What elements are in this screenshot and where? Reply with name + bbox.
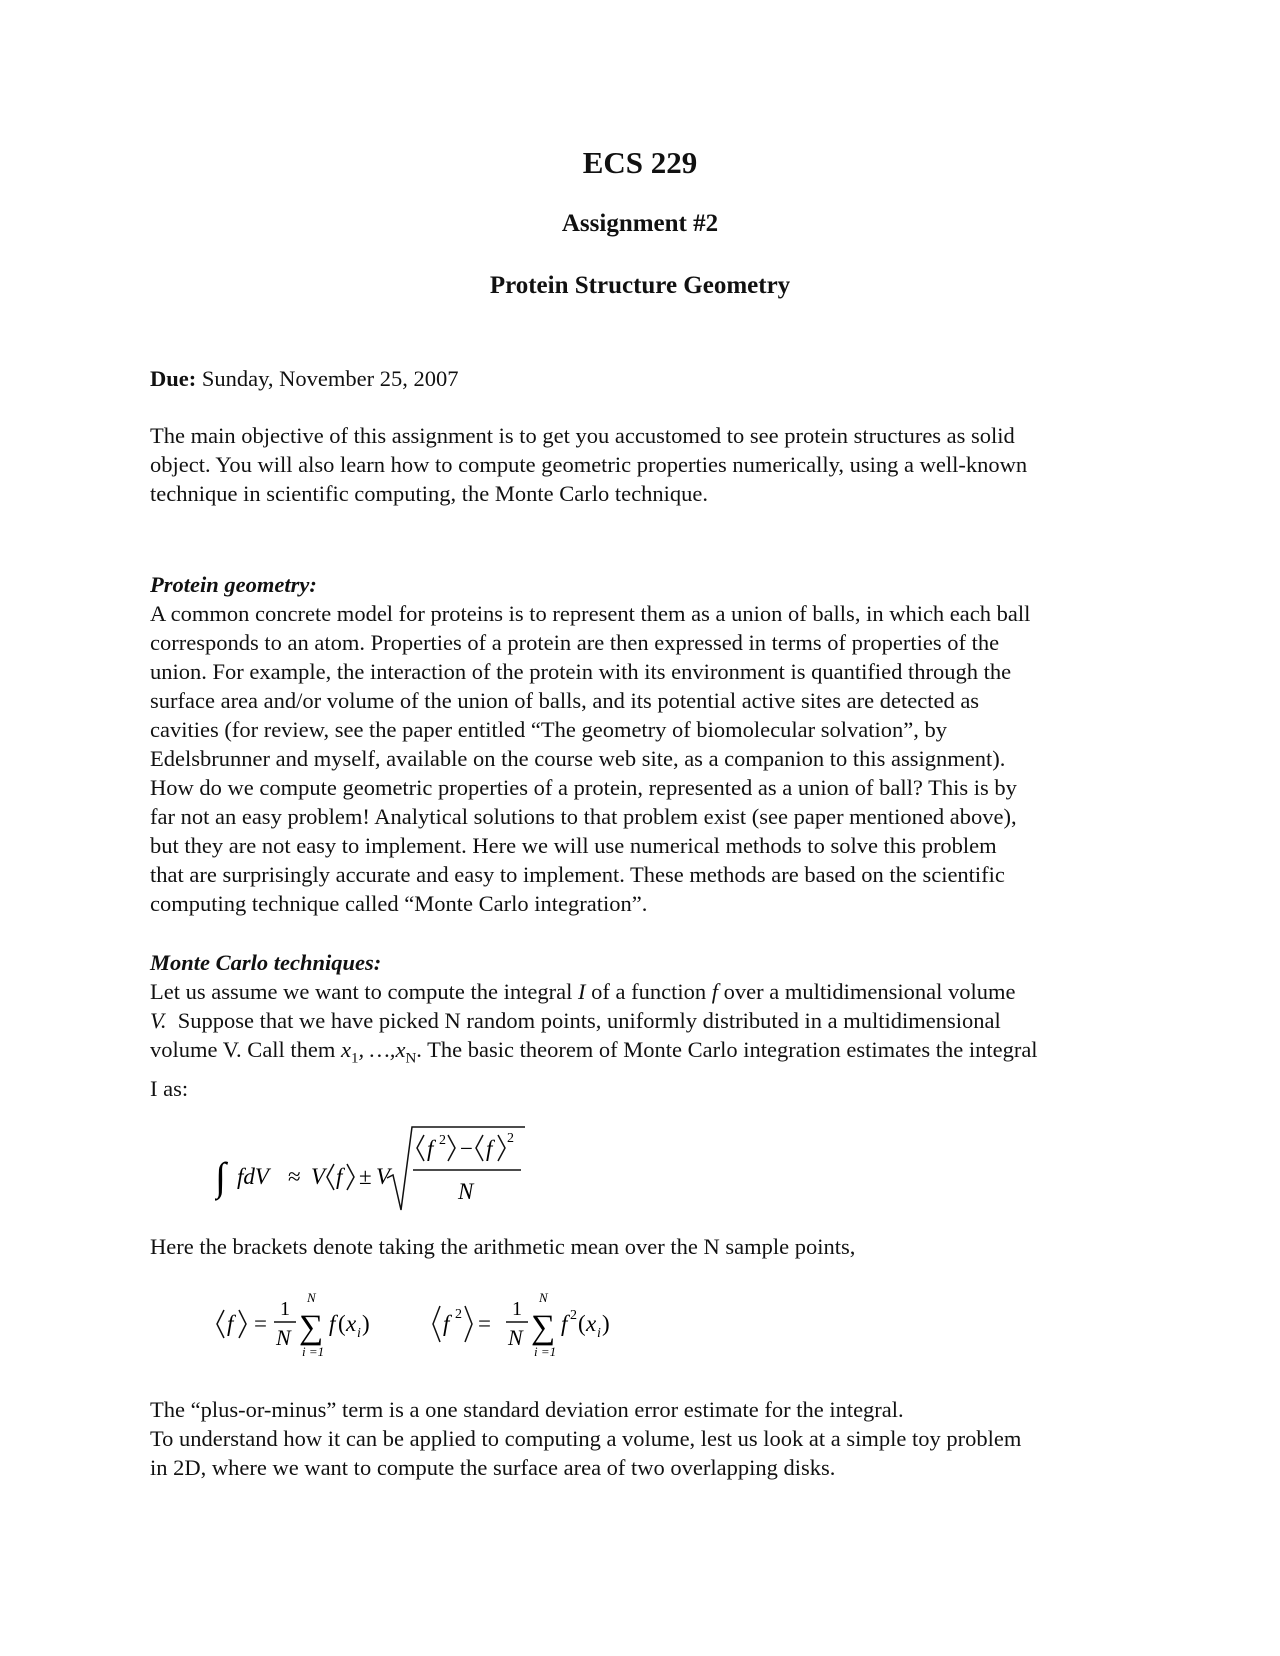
mean-sq: 2 [455, 1307, 462, 1322]
pg-line: but they are not easy to implement. Here we will use numerical methods to solve this problem [150, 833, 997, 858]
num-f: f [486, 1136, 493, 1161]
eq-sign: = [478, 1311, 491, 1336]
paren-open: ( [338, 1311, 346, 1336]
term-sq: 2 [570, 1308, 577, 1323]
protein-geometry-section [150, 570, 1140, 918]
bracket-left [327, 1164, 334, 1190]
mc-text: of a function [585, 979, 712, 1004]
term-f: f [561, 1311, 568, 1336]
intro-line: The main objective of this assignment is to get you accustomed to see protein structures as solid [150, 423, 1015, 448]
sum-upper: N [307, 1290, 316, 1305]
paren-close: ) [602, 1311, 610, 1336]
pg-line: corresponds to an atom. Properties of a protein are then expressed in terms of properties of the [150, 630, 1000, 655]
mc-var-f: f [711, 979, 718, 1004]
frac-one: 1 [512, 1298, 522, 1320]
mc-var-V: V. [150, 1008, 167, 1033]
monte-carlo-equation [215, 1120, 555, 1221]
assignment-title: Assignment #2 [561, 210, 719, 237]
bracket-left [433, 1306, 440, 1342]
mc-sub: 1 [351, 1050, 359, 1067]
mc-text: Let us assume we want to compute the integral [150, 979, 579, 1004]
sum-sign: ∑ [299, 1309, 324, 1346]
mc-var-x: x [341, 1037, 352, 1062]
pg-line: Edelsbrunner and myself, available on the course web site, as a companion to this assignment). [150, 746, 1006, 771]
sum-lower: i =1 [302, 1344, 325, 1359]
pg-line: union. For example, the interaction of the protein with its environment is quantified through the [150, 659, 1012, 684]
pg-line: far not an easy problem! Analytical solutions to that problem exist (see paper mentioned above), [150, 804, 1017, 829]
num-minus: − [460, 1136, 473, 1161]
closing-line: in 2D, where we want to compute the surface area of two overlapping disks. [150, 1455, 836, 1480]
mc-text: . The basic theorem of Monte Carlo integration estimates the integral [416, 1037, 1038, 1062]
mean-f: f [227, 1311, 234, 1336]
pg-line: surface area and/or volume of the union of balls, and its potential active sites are detected as [150, 688, 980, 713]
den-N: N [458, 1179, 474, 1204]
bracket-right [465, 1306, 472, 1342]
mc-line [150, 1006, 1140, 1035]
sum-lower: i =1 [534, 1344, 557, 1359]
mc-line [150, 977, 1140, 1006]
bracket-right [239, 1310, 246, 1338]
term-i: i [357, 1326, 361, 1341]
mc-var-x: x [395, 1037, 406, 1062]
eq-V: V [311, 1164, 326, 1189]
mc-line [150, 1035, 1140, 1074]
pg-line: A common concrete model for proteins is to represent them as a union of balls, in which each ball [150, 601, 1031, 626]
frac-N: N [508, 1325, 523, 1350]
mean-equations-svg [215, 1282, 675, 1364]
due-date: Sunday, November 25, 2007 [201, 366, 459, 391]
bracket-left [476, 1135, 483, 1161]
pg-line: that are surprisingly accurate and easy to implement. These methods are based on the scientific [150, 862, 1005, 887]
monte-carlo-section [150, 948, 1140, 1103]
integral-sign: ∫ [215, 1154, 226, 1199]
pg-line: How do we compute geometric properties of a protein, represented as a union of ball? This is by [150, 775, 1017, 800]
due-label: Due: [150, 366, 197, 391]
eq-pm: ± [359, 1164, 372, 1189]
mc-text: volume V. Call them [150, 1037, 342, 1062]
frac-N: N [276, 1325, 291, 1350]
sum-sign: ∑ [531, 1309, 556, 1346]
brackets-explanation [150, 1232, 1140, 1261]
mc-line: I as: [150, 1075, 189, 1101]
mc-text: Suppose that we have picked N random points, uniformly distributed in a multidimensional [166, 1008, 1001, 1033]
num-f2: f [427, 1136, 434, 1161]
topic-title: Protein Structure Geometry [489, 272, 791, 299]
frac-one: 1 [280, 1298, 290, 1320]
pg-line: computing technique called “Monte Carlo integration”. [150, 891, 648, 916]
protein-geometry-heading: Protein geometry: [150, 572, 317, 597]
paren-close: ) [362, 1311, 370, 1336]
intro-line: technique in scientific computing, the Monte Carlo technique. [150, 481, 708, 506]
num-sq2: 2 [507, 1131, 514, 1146]
intro-paragraph [150, 421, 1140, 508]
sqrt-sign [387, 1127, 525, 1210]
mean-f2: f [443, 1311, 450, 1336]
mc-var-I: I [578, 979, 586, 1004]
num-sq: 2 [439, 1133, 446, 1148]
eq-mean-f: f [336, 1164, 343, 1189]
bracket-right [498, 1135, 505, 1161]
bracket-right [347, 1164, 354, 1190]
closing-line: To understand how it can be applied to computing a volume, lest us look at a simple toy problem [150, 1426, 1022, 1451]
bracket-left [217, 1310, 224, 1338]
mc-text: over a multidimensional volume [718, 979, 1016, 1004]
closing-line: The “plus-or-minus” term is a one standard deviation error estimate for the integral. [150, 1397, 904, 1422]
course-title: ECS 229 [582, 145, 698, 180]
term-i: i [597, 1326, 601, 1341]
term-x: x [586, 1311, 597, 1336]
closing-paragraph [150, 1395, 1140, 1482]
bracket-right [448, 1135, 455, 1161]
pg-line: cavities (for review, see the paper entitled “The geometry of biomolecular solvation”, by [150, 717, 947, 742]
intro-line: object. You will also learn how to compute geometric properties numerically, using a well-known [150, 452, 1028, 477]
eq-V2: V [376, 1164, 391, 1189]
eq-lhs: fdV [237, 1164, 269, 1189]
due-line [150, 364, 1140, 393]
equation-svg [215, 1120, 555, 1216]
mc-sub: N [405, 1050, 417, 1067]
mc-text: , …, [358, 1037, 396, 1062]
paren-open: ( [578, 1311, 586, 1336]
eq-sign: = [254, 1311, 267, 1336]
sum-upper: N [539, 1290, 548, 1305]
mean-equations [215, 1282, 675, 1369]
term-f: f [329, 1311, 336, 1336]
bracket-left [417, 1135, 424, 1161]
term-x: x [346, 1311, 357, 1336]
monte-carlo-heading: Monte Carlo techniques: [150, 950, 382, 975]
here-line: Here the brackets denote taking the arithmetic mean over the N sample points, [150, 1234, 856, 1259]
eq-approx: ≈ [288, 1164, 301, 1189]
